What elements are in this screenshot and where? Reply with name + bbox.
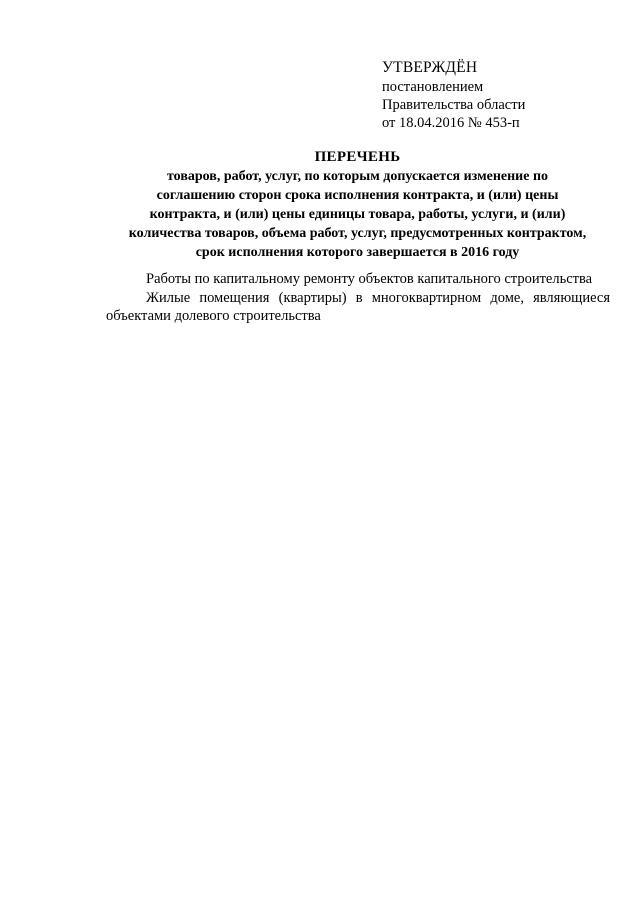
heading-line-4: количества товаров, объема работ, услуг, предусмотренных контрактом, <box>128 226 587 241</box>
heading-line-1: товаров, работ, услуг, по которым допускается изменение по <box>166 169 549 184</box>
approval-line-2: Правительства области <box>382 97 526 113</box>
document-heading <box>100 147 615 262</box>
document-title: ПЕРЕЧЕНЬ <box>314 149 401 165</box>
list-item: Жилые помещения (квартиры) в многоквартирном доме, являющиеся объектами долевого строительства <box>106 289 610 324</box>
approval-line-1: постановлением <box>382 79 484 95</box>
approval-title: УТВЕРЖДЁН <box>382 59 478 76</box>
heading-line-3: контракта, и (или) цены единицы товара, работы, услуги, и (или) <box>149 207 566 222</box>
heading-line-5: срок исполнения которого завершается в 2016 году <box>195 245 520 260</box>
heading-line-2: соглашению сторон срока исполнения контракта, и (или) цены <box>156 188 559 203</box>
approval-block <box>382 58 622 132</box>
approval-line-3: от 18.04.2016 № 453-п <box>382 115 520 131</box>
list-item: Работы по капитальному ремонту объектов капитального строительства <box>146 271 593 287</box>
list-body <box>106 270 610 326</box>
